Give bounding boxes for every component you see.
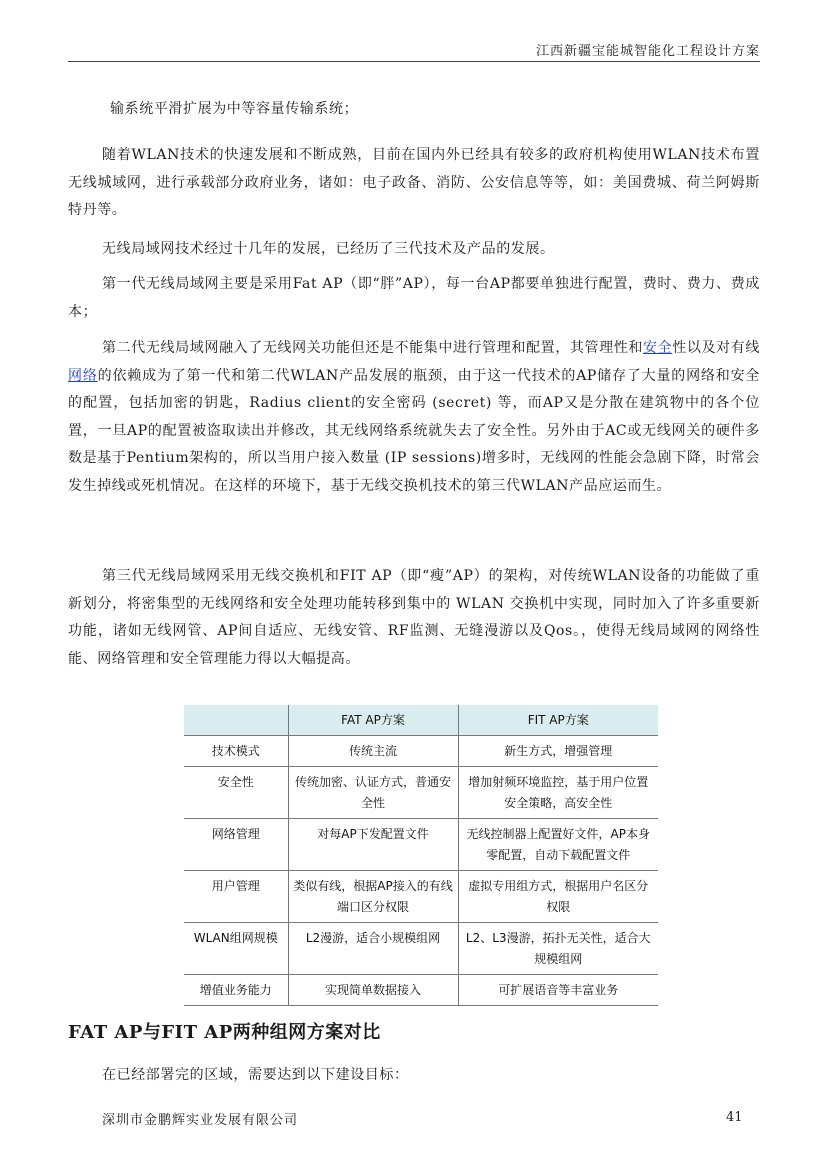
- section-heading: FAT AP与FIT AP两种组网方案对比: [68, 1022, 381, 1043]
- document-header-title: 江西新疆宝能城智能化工程设计方案: [535, 44, 760, 59]
- paragraph-second-text-b: 性以及对有线: [672, 340, 760, 356]
- table-cell: 虚拟专用组方式，根据用户名区分权限: [458, 870, 658, 922]
- table-cell: 技术模式: [184, 735, 288, 766]
- table-row: [184, 818, 658, 870]
- comparison-table: [184, 705, 658, 1006]
- table-row: [184, 922, 658, 974]
- link-security[interactable]: 安全: [643, 340, 673, 356]
- table-cell: 新生方式，增强管理: [458, 735, 658, 766]
- table-cell: 可扩展语音等丰富业务: [458, 974, 658, 1005]
- table-header-cell: [184, 705, 288, 735]
- table-cell: 对每AP下发配置文件: [288, 818, 458, 870]
- table-row: [184, 735, 658, 766]
- footer-company-name: 深圳市金鹏辉实业发展有限公司: [102, 1113, 299, 1128]
- paragraph-second-generation: [68, 335, 760, 500]
- table-cell: L2漫游，适合小规模组网: [288, 922, 458, 974]
- paragraph-first-generation: 第一代无线局域网主要是采用Fat AP（即“胖”AP），每一台AP都要单独进行配置，费时、费力、费成本；: [68, 276, 760, 320]
- table-cell: 网络管理: [184, 818, 288, 870]
- paragraph-second-text-c: 的依赖成为了第一代和第二代WLAN产品发展的瓶颈，由于这一代技术的AP储存了大量的网络和安全的配置，包括加密的钥匙，Radius client的安全密码 (secret) 等，而AP又是分散在建筑物中的各个位置，一旦AP的配置被盗取读出并修改，其无线网络系统就失去了安全性。另外由于AC或无线网关的硬件多数是基于Pentium架构的，所以当用户接入数量 (IP sessions)增多时，无线网的性能会急剧下降，时常会发生掉线或死机情况。在这样的环境下，基于无线交换机技术的第三代WLAN产品应运而生。: [68, 367, 760, 494]
- paragraph-three-generations: 无线局域网技术经过十几年的发展，已经历了三代技术及产品的发展。: [102, 241, 555, 257]
- table-row: [184, 870, 658, 922]
- table-cell: 传统加密、认证方式，普通安全性: [288, 766, 458, 818]
- header-divider: [68, 61, 760, 62]
- table-row: [184, 766, 658, 818]
- table-row: [184, 974, 658, 1005]
- table-cell: 用户管理: [184, 870, 288, 922]
- table-cell: WLAN组网规模: [184, 922, 288, 974]
- page-number: 41: [726, 1110, 743, 1125]
- paragraph-second-text-a: 第二代无线局域网融入了无线网关功能但还是不能集中进行管理和配置，其管理性和: [102, 340, 644, 356]
- paragraph-wlan-development: 随着WLAN技术的快速发展和不断成熟，目前在国内外已经具有较多的政府机构使用WLAN技术布置无线城域网，进行承载部分政府业务，诸如：电子政备、消防、公安信息等等，如：美国费城、荷兰阿姆斯特丹等。: [68, 147, 760, 218]
- table-header-cell: FAT AP方案: [288, 705, 458, 735]
- table-cell: 实现简单数据接入: [288, 974, 458, 1005]
- table-cell: 安全性: [184, 766, 288, 818]
- table-cell: 类似有线，根据AP接入的有线端口区分权限: [288, 870, 458, 922]
- table-cell: 无线控制器上配置好文件，AP本身零配置，自动下载配置文件: [458, 818, 658, 870]
- paragraph-third-generation: 第三代无线局域网采用无线交换机和FIT AP（即“瘦”AP）的架构，对传统WLAN设备的功能做了重新划分，将密集型的无线网络和安全处理功能转移到集中的 WLAN 交换机中实现，同时加入了许多重要新功能，诸如无线网管、AP间自适应、无线安管、RF监测、无缝漫游以及Qos。，使得无线局域网的网络性能、网络管理和安全管理能力得以大幅提高。: [68, 568, 760, 667]
- table-cell: 增值业务能力: [184, 974, 288, 1005]
- table-cell: 传统主流: [288, 735, 458, 766]
- table-cell: L2、L3漫游，拓扑无关性，适合大规模组网: [458, 922, 658, 974]
- table-header-row: [184, 705, 658, 735]
- link-network[interactable]: 网络: [68, 367, 98, 384]
- paragraph-transmission: 输系统平滑扩展为中等容量传输系统；: [110, 101, 359, 117]
- table-header-cell: FIT AP方案: [458, 705, 658, 735]
- table-cell: 增加射频环境监控，基于用户位置安全策略，高安全性: [458, 766, 658, 818]
- paragraph-goals: 在已经部署完的区域，需要达到以下建设目标：: [102, 1067, 409, 1083]
